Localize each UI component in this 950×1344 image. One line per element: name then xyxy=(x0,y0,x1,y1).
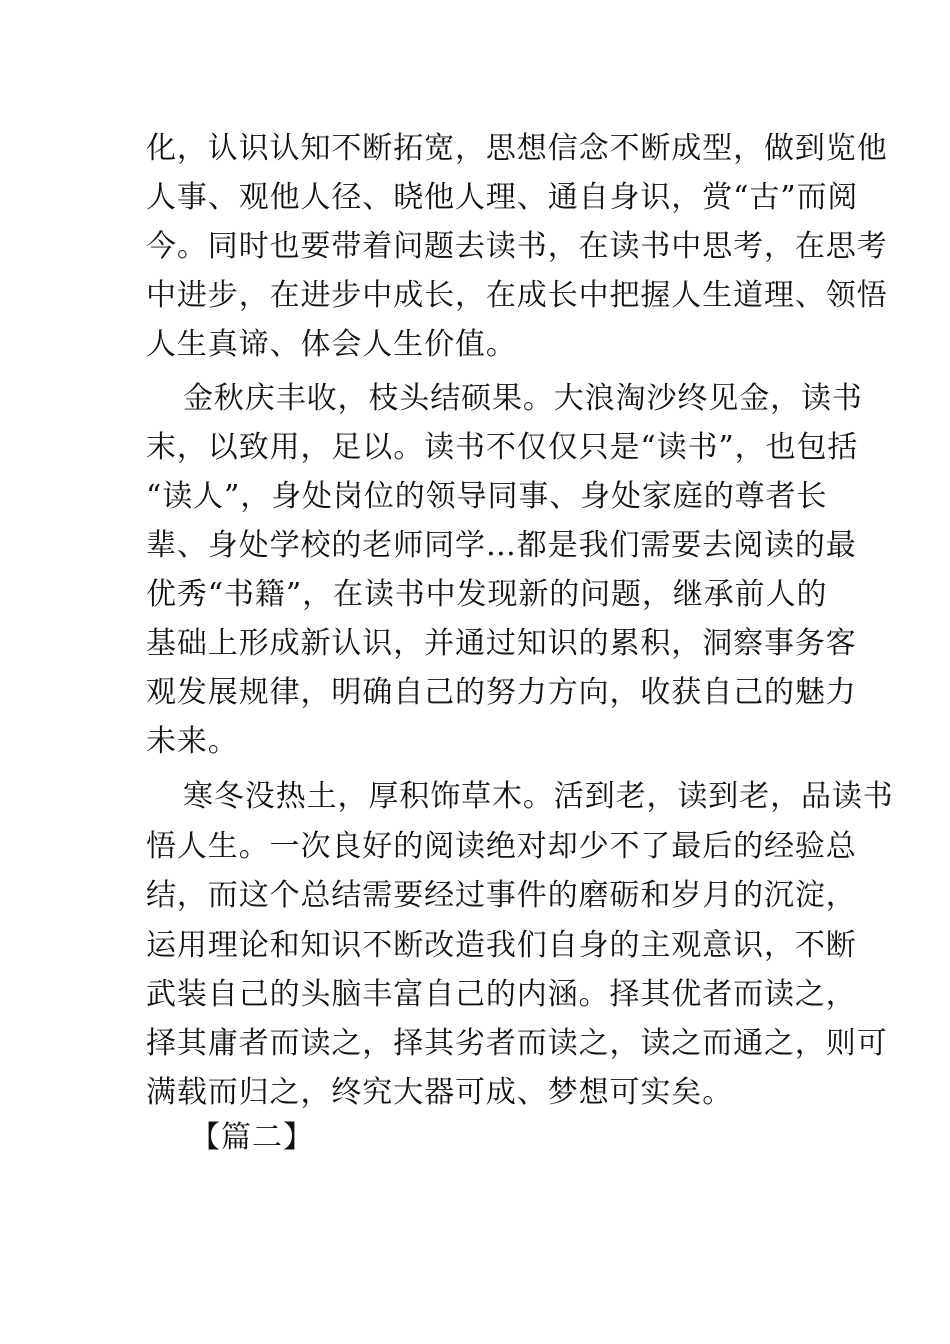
text-line: 观发展规律，明确自己的努力方向，收获自己的魅力 xyxy=(146,675,857,710)
text-line: 基础上形成新认识，并通过知识的累积，洞察事务客 xyxy=(146,626,857,661)
text-line: 满载而归之，终究大器可成、梦想可实矣。 xyxy=(146,1075,734,1110)
text-line: 寒冬没热土，厚积饰草木。活到老，读到老，品读书 xyxy=(183,779,894,814)
text-line: 人生真谛、体会人生价值。 xyxy=(146,327,517,362)
text-line: 择其庸者而读之，择其劣者而读之，读之而通之，则可 xyxy=(146,1026,888,1061)
text-line: 末，以致用，足以。读书不仅仅只是“读书”，也包括 xyxy=(146,430,859,465)
text-line: 辈、身处学校的老师同学…都是我们需要去阅读的最 xyxy=(146,528,857,563)
text-line: 结，而这个总结需要经过事件的磨砺和岁月的沉淀， xyxy=(146,878,857,913)
text-line: 悟人生。一次良好的阅读绝对却少不了最后的经验总 xyxy=(146,829,857,864)
text-line: 运用理论和知识不断改造我们自身的主观意识，不断 xyxy=(146,928,857,963)
text-line: 今。同时也要带着问题去读书，在读书中思考，在思考 xyxy=(146,229,888,264)
section-heading: 【篇二】 xyxy=(190,1120,314,1155)
text-line: 金秋庆丰收，枝头结硕果。大浪淘沙终见金，读书 xyxy=(183,381,863,416)
text-line: “读人”，身处岗位的领导同事、身处家庭的尊者长 xyxy=(146,479,828,514)
text-line: 中进步，在进步中成长，在成长中把握人生道理、领悟 xyxy=(146,278,888,313)
text-line: 人事、观他人径、晓他人理、通自身识，赏“古”而阅 xyxy=(146,180,859,215)
text-line: 未来。 xyxy=(146,724,239,759)
text-line: 武装自己的头脑丰富自己的内涵。择其优者而读之， xyxy=(146,977,857,1012)
text-line: 优秀“书籍”，在读书中发现新的问题，继承前人的 xyxy=(146,577,828,612)
text-line: 化，认识认知不断拓宽，思想信念不断成型，做到览他 xyxy=(146,131,888,166)
